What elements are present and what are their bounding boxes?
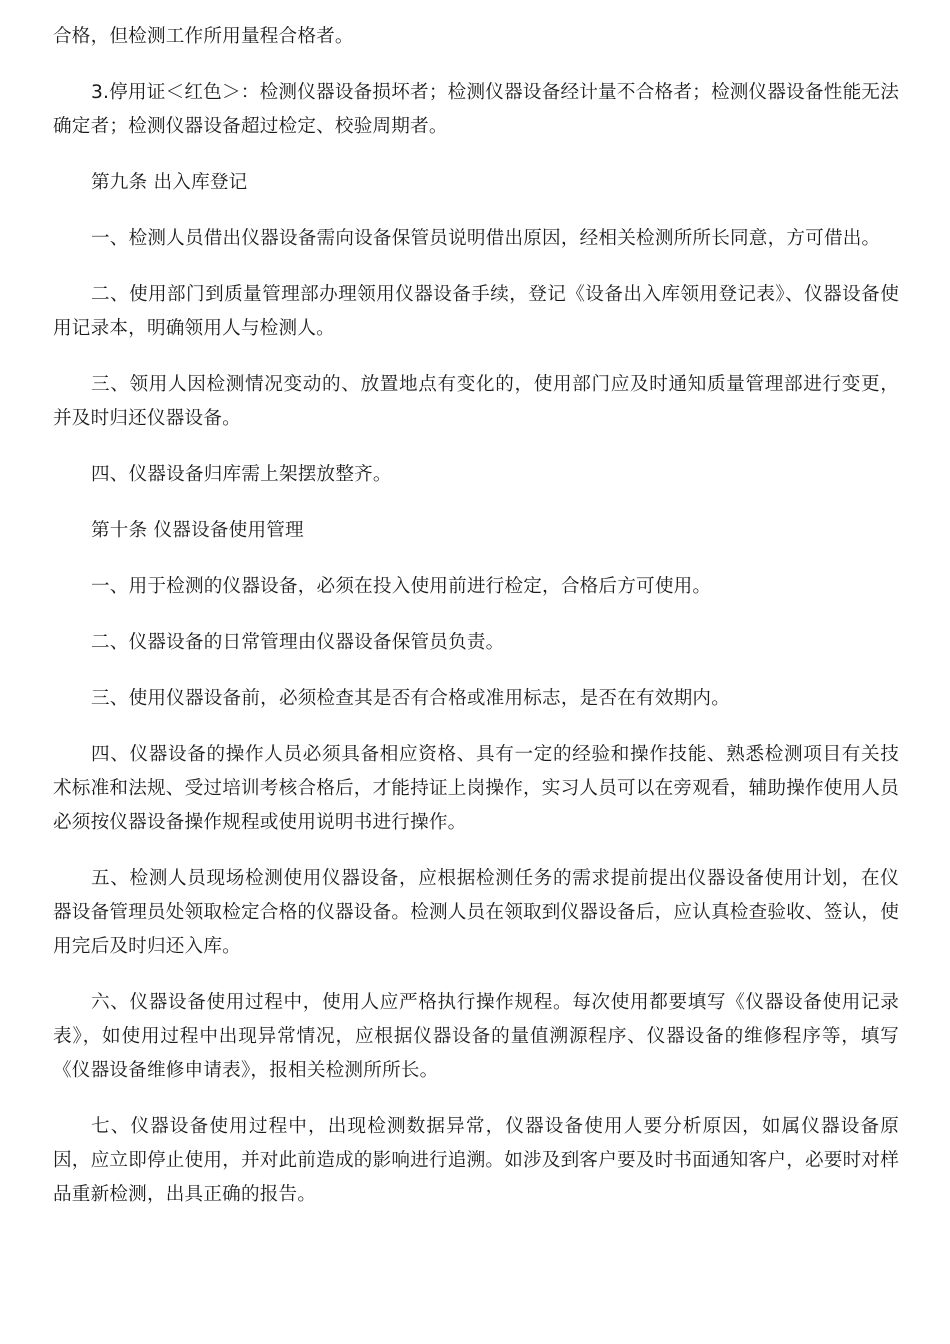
article-10-item-3: 三、使用仪器设备前，必须检查其是否有合格或准用标志，是否在有效期内。 — [91, 688, 730, 709]
article-10-item-1: 一、用于检测的仪器设备，必须在投入使用前进行检定，合格后方可使用。 — [91, 576, 712, 597]
article-9-item-2: 二、使用部门到质量管理部办理领用仪器设备手续，登记《设备出入库领用登记表》、仪器设备使用记录本，明确领用人与检测人。 — [53, 284, 899, 339]
article-9-item-4: 四、仪器设备归库需上架摆放整齐。 — [91, 464, 392, 485]
article-10-item-5: 五、检测人员现场检测使用仪器设备，应根据检测任务的需求提前提出仪器设备使用计划，在仪器设备管理员处领取检定合格的仪器设备。检测人员在领取到仪器设备后，应认真检查验收、签认，使用完后及时归还入库。 — [53, 868, 899, 957]
article-10-item-6: 六、仪器设备使用过程中，使用人应严格执行操作规程。每次使用都要填写《仪器设备使用记录表》，如使用过程中出现异常情况，应根据仪器设备的量值溯源程序、仪器设备的维修程序等，填写《仪器设备维修申请表》，报相关检测所所长。 — [53, 992, 899, 1081]
paragraph-suspension-certificate: 3.停用证＜红色＞：检测仪器设备损坏者；检测仪器设备经计量不合格者；检测仪器设备性能无法确定者；检测仪器设备超过检定、校验周期者。 — [53, 82, 899, 137]
document-page — [53, 20, 899, 1234]
article-9-item-1: 一、检测人员借出仪器设备需向设备保管员说明借出原因，经相关检测所所长同意，方可借出。 — [91, 228, 881, 249]
article-10-item-2: 二、仪器设备的日常管理由仪器设备保管员负责。 — [91, 632, 505, 653]
article-10-item-4: 四、仪器设备的操作人员必须具备相应资格、具有一定的经验和操作技能、熟悉检测项目有关技术标准和法规、受过培训考核合格后，才能持证上岗操作，实习人员可以在旁观看，辅助操作使用人员必须按仪器设备操作规程或使用说明书进行操作。 — [53, 744, 899, 833]
article-9-heading: 第九条 出入库登记 — [91, 172, 248, 193]
article-10-heading: 第十条 仪器设备使用管理 — [91, 520, 304, 541]
article-9-item-3: 三、领用人因检测情况变动的、放置地点有变化的，使用部门应及时通知质量管理部进行变更，并及时归还仪器设备。 — [53, 374, 899, 429]
paragraph-continuation: 合格，但检测工作所用量程合格者。 — [53, 26, 354, 47]
article-10-item-7: 七、仪器设备使用过程中，出现检测数据异常，仪器设备使用人要分析原因，如属仪器设备原因，应立即停止使用，并对此前造成的影响进行追溯。如涉及到客户要及时书面通知客户，必要时对样品重新检测，出具正确的报告。 — [53, 1116, 899, 1205]
